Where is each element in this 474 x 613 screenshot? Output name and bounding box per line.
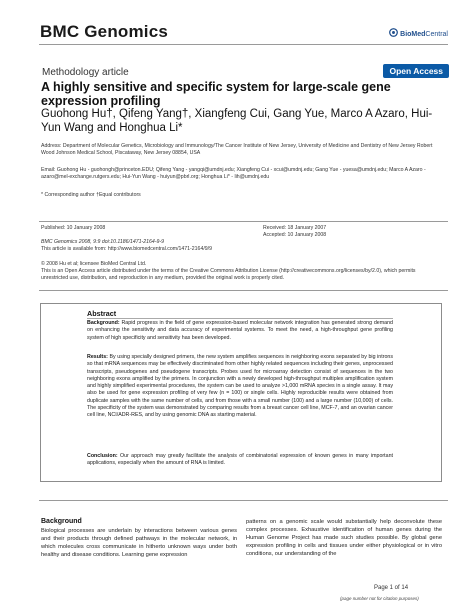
meta-divider xyxy=(39,221,448,222)
author-address: Address: Department of Molecular Genetics, Microbiology and Immunology/The Cancer Institute of New Jersey, University of Medicine and Dentistry of New Jersey Robert Wood Johnson Medical School, Piscataway, New Jersey 08854, USA xyxy=(41,143,433,157)
abstract-conclusion-text: Our approach may greatly facilitate the analysis of combinatorial expression of known genes in many important applications, especially when the amount of RNA is limited. xyxy=(87,453,393,467)
body-divider xyxy=(39,500,448,501)
article-title: A highly sensitive and specific system for large-scale gene expression profiling xyxy=(41,80,391,108)
abstract-results-text: By using specially designed primers, the new system amplifies sequences in neighboring exons separated by big introns so that mRNA sequences may be effectively discriminated from other highly related sequences including their genes, unprocessed transcripts, pseudogenes and pseudogene transcripts. Probes used for microarray detection consist of sequences in the two neighboring exons amplified by the primers. In conjunction with a newly developed high-throughput multiplex amplification system and highly simplified experimental procedures, the system can be used to analyze >1,000 mRNA species in a single assay. It may also be used for gene expression profiling of very few (n = 100) or single cells. Highly reproducible results were obtained from duplicate samples with the same number of cells, and from those with a small number (100) and a large number (10,000) of cells. The specificity of the system was demonstrated by comparing results from a breast cancer cell line, MCF-7, and an ovarian cancer cell line, NCI/ADR-RES, and by using genomic DNA as starting material. xyxy=(87,354,393,419)
received-accepted-dates xyxy=(263,225,443,239)
abstract-heading-rule xyxy=(87,318,393,319)
open-access-badge: Open Access xyxy=(383,64,449,78)
publisher-logo[interactable] xyxy=(389,28,448,38)
logo-rest-text: Central xyxy=(425,31,448,38)
citation-block xyxy=(41,239,441,253)
article-type: Methodology article xyxy=(42,67,129,78)
author-notes: * Corresponding author †Equal contributors xyxy=(41,192,141,198)
page-number: Page 1 of 14 xyxy=(374,585,409,591)
author-emails[interactable]: Email: Guohong Hu - guohongh@princeton.EDU; Qifeng Yang - yangqi@umdnj.edu; Xiangfeng Cui - xcui@umdnj.edu; Gang Yue - yuesa@umdnj.edu; Marco A Azaro - azaro@mel-exchange.rutgers.edu; Hui-Yun Wang - huiyun@pbrl.org; Honghua Li* - lih@umdnj.edu xyxy=(41,167,426,181)
header-divider xyxy=(39,44,448,45)
abstract-heading: Abstract xyxy=(87,309,117,318)
abstract-top-divider xyxy=(39,290,448,291)
accepted-date: Accepted: 10 January 2008 xyxy=(263,232,327,239)
published-date: Published: 10 January 2008 xyxy=(41,225,106,231)
logo-bold-text: BioMed xyxy=(400,31,426,38)
copyright-block xyxy=(41,261,441,282)
abstract-results xyxy=(87,354,393,420)
abstract-background-text: Rapid progress in the field of gene expression-based molecular network integration has generated strong demand on enhancing the sensitivity and data accuracy of experimental systems. To meet the need, a high-throughput gene profiling system of high specificity and sensitivity has been developed. xyxy=(87,320,393,341)
journal-title: BMC Genomics xyxy=(40,22,169,41)
license-text: This is an Open Access article distributed under the terms of the Creative Commons Attribution License (http://creativecommons.org/licenses/by/2.0), which permits unrestricted use, distribution, and reproduction in any medium, provided the original work is properly cited. xyxy=(41,268,416,282)
body-column-left: Biological processes are underlain by interactions between various genes and their products through defined pathways in the molecular network, in which molecules cross communicate in hitherto unknown ways under both healthy and disease conditions. Learning gene expression xyxy=(41,528,237,559)
abstract-results-label: Results: xyxy=(87,354,108,360)
article-url[interactable]: This article is available from: http://www.biomedcentral.com/1471-2164/9/9 xyxy=(41,246,212,253)
received-date: Received: 18 January 2007 xyxy=(263,225,327,231)
background-heading: Background xyxy=(41,518,82,525)
biomed-central-logo-icon xyxy=(389,28,398,37)
abstract-conclusion xyxy=(87,453,393,468)
abstract-background-label: Background: xyxy=(87,320,120,326)
abstract-conclusion-label: Conclusion: xyxy=(87,453,118,459)
page-number-note: (page number not for citation purposes) xyxy=(340,596,419,601)
body-column-right: patterns on a genomic scale would substantially help deconvolute these complex processes. Exhaustive identification of human genes during the Human Genome Project has made such studies possible. By global gene expression profiling in cells and tissues under either physiological or in vitro conditions, our understanding of the xyxy=(246,519,442,558)
abstract-background xyxy=(87,320,393,342)
article-authors: Guohong Hu†, Qifeng Yang†, Xiangfeng Cui, Gang Yue, Marco A Azaro, Hui-Yun Wang and Honghua Li* xyxy=(41,108,433,134)
copyright-line: © 2008 Hu et al; licensee BioMed Central Ltd. xyxy=(41,261,147,267)
citation-line: BMC Genomics 2008, 9:9 doi:10.1186/1471-2164-9-9 xyxy=(41,239,165,245)
